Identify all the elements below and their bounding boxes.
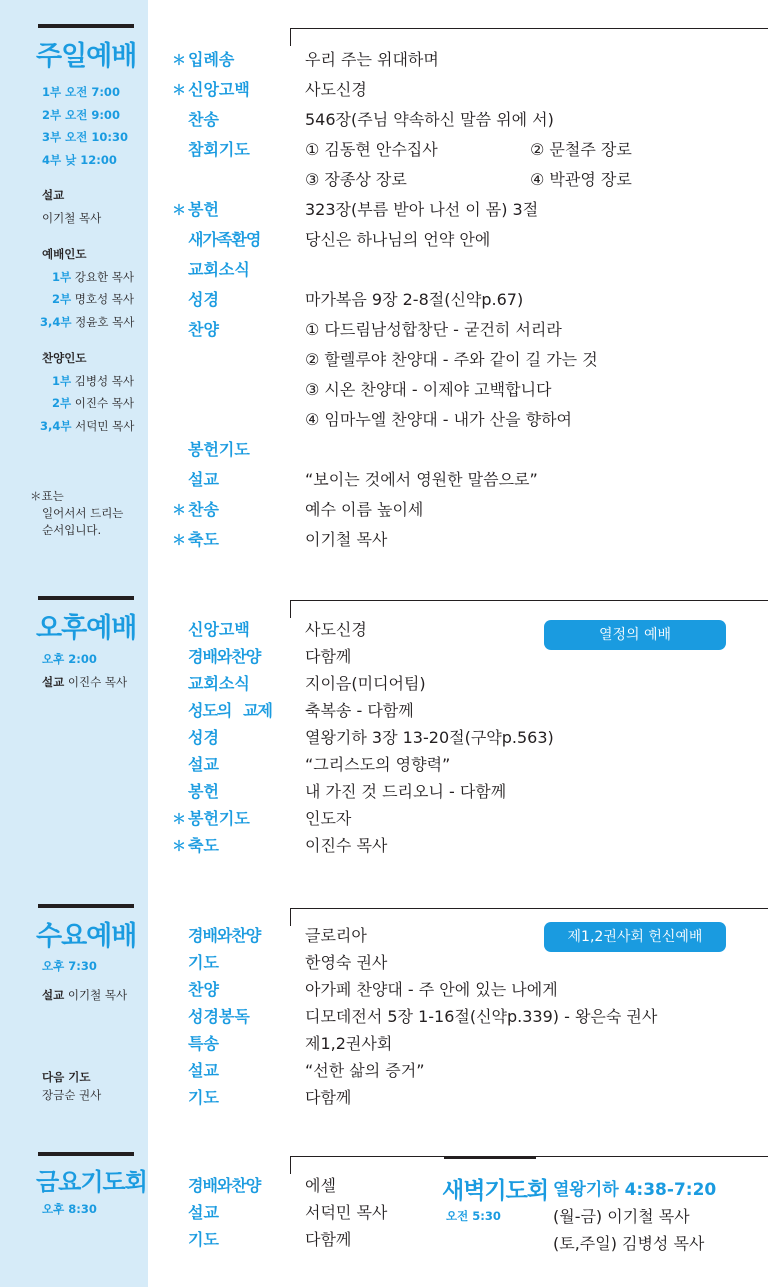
order-row: ② 할렐루야 찬양대 - 주와 같이 길 가는 것 [305,350,598,369]
service-time: 오후 8:30 [42,1202,97,1216]
next-prayer-name: 장금순 권사 [42,1088,102,1102]
dawn-top-bar [444,1156,536,1159]
section-top-bar [38,1152,134,1156]
leader-entry: 3,4부 정윤호 목사 [40,314,135,329]
order-row: 성경 마가복음 9장 2-8절(신약p.67) [188,290,524,309]
order-row: 봉헌 내 가진 것 드리오니 - 다함께 [188,782,507,801]
dawn-title: 새벽기도회 [442,1178,549,1204]
leader-label: 예배인도 [42,247,87,261]
order-row: 설교 “보이는 것에서 영원한 말씀으로” [188,470,538,489]
order-row: 새가족환영 당신은 하나님의 언약 안에 [188,230,491,249]
order-row: ＊ 봉헌기도 인도자 [172,809,352,828]
praise-label: 찬양인도 [42,351,87,365]
order-row: 기도 다함께 [188,1230,352,1249]
service-time: 4부 낮 12:00 [42,152,117,167]
section-top-bar [38,24,134,28]
order-row: 설교 “선한 삶의 증거” [188,1061,425,1080]
section-title: 오후예배 [36,613,137,644]
praise-entry: 1부 김병성 목사 [52,373,134,388]
sermon-line: 설교 이진수 목사 [42,674,128,689]
order-row: 설교 서덕민 목사 [188,1203,388,1222]
order-row: ③ 장종상 장로 ④ 박관영 장로 [305,170,632,189]
order-row: 찬양 아가페 찬양대 - 주 안에 있는 나에게 [188,980,558,999]
standing-note: ＊표는 일어서서 드리는 순서입니다. [30,489,124,537]
order-row: 성도의 교제 축복송 - 다함께 [188,701,414,720]
service-time: 오후 2:00 [42,652,97,666]
section-top-bar [38,596,134,600]
service-time: 1부 오전 7:00 [42,85,120,99]
order-row: 봉헌기도 [188,440,250,459]
order-row: ＊ 축도 이진수 목사 [172,836,388,855]
section-top-bar [38,904,134,908]
section-title: 금요기도회 [36,1168,147,1196]
order-row: ＊ 입례송 우리 주는 위대하며 [172,50,439,69]
order-row: 경배와찬양 에셀 [188,1176,336,1195]
leader-entry: 1부 강요한 목사 [52,269,134,284]
order-row: 성경봉독 디모데전서 5장 1-16절(신약p.339) - 왕은숙 권사 [188,1007,658,1026]
praise-entry: 2부 이진수 목사 [52,396,134,410]
order-row: 교회소식 지이음(미디어팀) [188,674,426,693]
service-time: 2부 오전 9:00 [42,107,120,122]
order-row: ＊ 신앙고백 사도신경 [172,80,367,99]
next-prayer-label: 다음 기도 [42,1070,91,1084]
service-time: 3부 오전 10:30 [42,130,128,144]
order-row: 찬양 ① 다드림남성합창단 - 굳건히 서리라 [188,320,562,339]
order-row: ③ 시온 찬양대 - 이제야 고백합니다 [305,380,552,399]
leader-entry: 2부 명호성 목사 [52,292,134,306]
dawn-time: 오전 5:30 [446,1209,501,1223]
sermon-pastor: 이기철 목사 [42,210,102,225]
order-row: ＊ 봉헌 323장(부름 받아 나선 이 몸) 3절 [172,200,539,219]
praise-entry: 3,4부 서덕민 목사 [40,418,135,433]
service-badge: 열정의 예배 [544,620,726,650]
dawn-leader-line: (토,주일) 김병성 목사 [553,1234,705,1253]
section-title: 수요예배 [36,921,137,952]
section-divider [290,28,768,29]
order-row: ＊ 축도 이기철 목사 [172,530,388,549]
section-divider [290,908,768,909]
dawn-leader-line: (월-금) 이기철 목사 [553,1207,690,1226]
order-row: 경배와찬양 글로리아 [188,926,367,945]
order-row: 특송 제1,2권사회 [188,1034,393,1053]
section-divider [290,600,768,601]
order-row: 참회기도 ① 김동현 안수집사 ② 문철주 장로 [188,140,632,159]
order-row: 신앙고백 사도신경 [188,620,367,639]
sermon-label: 설교 [42,188,65,202]
order-row: 설교 “그리스도의 영향력” [188,755,451,774]
service-time: 오후 7:30 [42,959,97,973]
order-row: 찬송 546장(주님 약속하신 말씀 위에 서) [188,110,554,129]
order-row: 교회소식 [188,260,250,279]
order-row: 경배와찬양 다함께 [188,647,352,666]
order-row: ④ 임마누엘 찬양대 - 내가 산을 향하여 [305,410,573,429]
order-row: 성경 열왕기하 3장 13-20절(구약p.563) [188,728,554,747]
order-row: ＊ 찬송 예수 이름 높이세 [172,500,424,519]
dawn-scripture: 열왕기하 4:38-7:20 [553,1180,717,1200]
service-badge: 제1,2권사회 헌신예배 [544,922,726,952]
sermon-line: 설교 이기철 목사 [42,987,128,1002]
order-row: 기도 한영숙 권사 [188,953,388,972]
order-row: 기도 다함께 [188,1088,352,1107]
section-title: 주일예배 [36,41,137,72]
